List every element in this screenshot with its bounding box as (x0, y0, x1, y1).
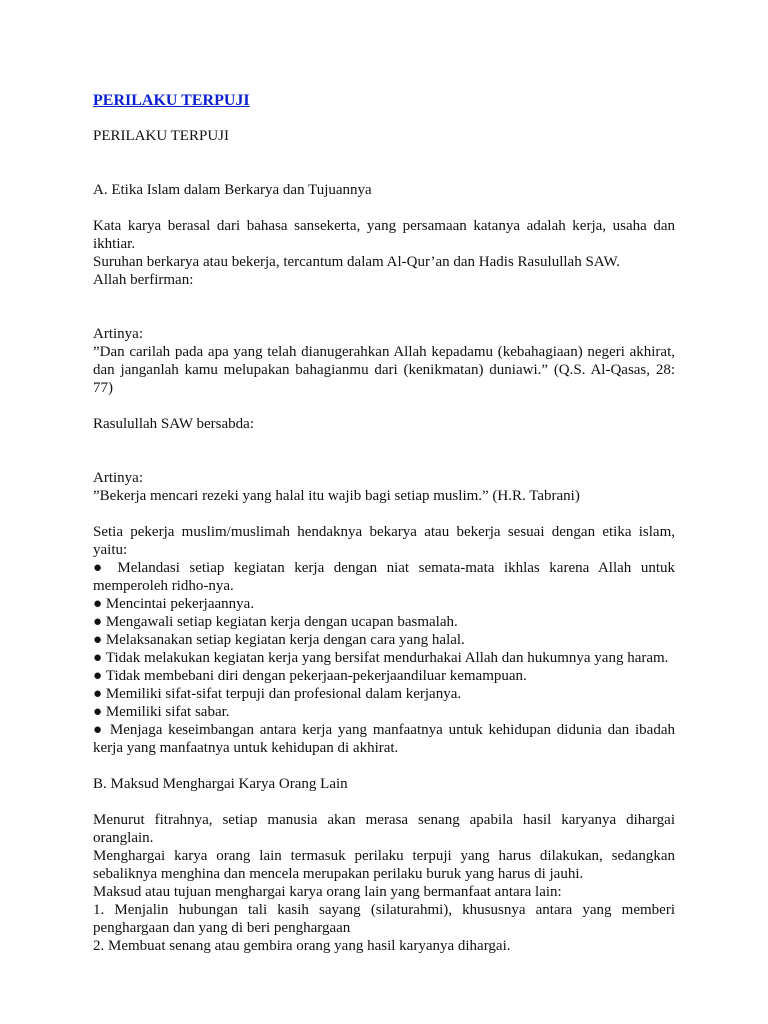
spacer (93, 433, 675, 469)
artinya-label: Artinya: (93, 326, 143, 342)
numbered-item: 2. Membuat senang atau gembira orang yang hasil karyanya dihargai. (93, 938, 511, 954)
spacer (93, 505, 675, 523)
section-a-paragraph: Suruhan berkarya atau bekerja, tercantum dalam Al-Qur’an dan Hadis Rasulullah SAW. (93, 254, 620, 270)
spacer (93, 199, 675, 217)
bullet-item: ● Memiliki sifat-sifat terpuji dan profesional dalam kerjanya. (93, 685, 675, 703)
section-b-paragraph: Menurut fitrahnya, setiap manusia akan merasa senang apabila hasil karyanya dihargai oranglain. (93, 812, 675, 846)
spacer (93, 289, 675, 325)
spacer (93, 145, 675, 181)
section-a-heading: A. Etika Islam dalam Berkarya dan Tujuannya (93, 182, 372, 198)
bullet-item: ● Tidak melakukan kegiatan kerja yang bersifat mendurhakai Allah dan hukumnya yang haram. (93, 649, 675, 667)
section-a-paragraph: Allah berfirman: (93, 272, 194, 288)
bullet-item: ● Melaksanakan setiap kegiatan kerja dengan cara yang halal. (93, 631, 675, 649)
spacer (93, 757, 675, 775)
bullet-item: ● Memiliki sifat sabar. (93, 703, 675, 721)
artinya-text: ”Bekerja mencari rezeki yang halal itu wajib bagi setiap muslim.” (H.R. Tabrani) (93, 488, 580, 504)
rasul-line: Rasulullah SAW bersabda: (93, 416, 254, 432)
bullet-item: ● Mencintai pekerjaannya. (93, 595, 675, 613)
ethics-intro: Setia pekerja muslim/muslimah hendaknya bekarya atau bekerja sesuai dengan etika islam, yaitu: (93, 524, 675, 558)
spacer (93, 793, 675, 811)
bullet-item: ● Mengawali setiap kegiatan kerja dengan ucapan basmalah. (93, 613, 675, 631)
subtitle: PERILAKU TERPUJI (93, 128, 229, 144)
section-b-paragraph: Menghargai karya orang lain termasuk perilaku terpuji yang harus dilakukan, sedangkan sebaliknya menghina dan mencela merupakan perilaku buruk yang harus di jauhi. (93, 848, 675, 882)
numbered-item: 1. Menjalin hubungan tali kasih sayang (silaturahmi), khususnya antara yang memberi penghargaan dan yang di beri penghargaan (93, 902, 675, 936)
bullet-item: ● Tidak membebani diri dengan pekerjaan-pekerjaandiluar kemampuan. (93, 667, 675, 685)
artinya-text: ”Dan carilah pada apa yang telah dianugerahkan Allah kepadamu (kebahagiaan) negeri akhirat, dan janganlah kamu melupakan bahagianmu dari (kenikmatan) duniawi.” (Q.S. Al-Qasas, 28: 77) (93, 344, 675, 396)
section-b-heading: B. Maksud Menghargai Karya Orang Lain (93, 776, 348, 792)
spacer (93, 110, 675, 127)
artinya-label: Artinya: (93, 470, 143, 486)
title-link[interactable]: PERILAKU TERPUJI (93, 92, 250, 109)
section-b-paragraph: Maksud atau tujuan menghargai karya orang lain yang bermanfaat antara lain: (93, 884, 562, 900)
section-a-paragraph: Kata karya berasal dari bahasa sansekerta, yang persamaan katanya adalah kerja, usaha dan ikhtiar. (93, 218, 675, 252)
spacer (93, 397, 675, 415)
bullet-item: ● Melandasi setiap kegiatan kerja dengan niat semata-mata ikhlas karena Allah untuk memperoleh ridho-nya. (93, 559, 675, 595)
bullet-item: ● Menjaga keseimbangan antara kerja yang manfaatnya untuk kehidupan didunia dan ibadah kerja yang manfaatnya untuk kehidupan di akhirat. (93, 721, 675, 757)
